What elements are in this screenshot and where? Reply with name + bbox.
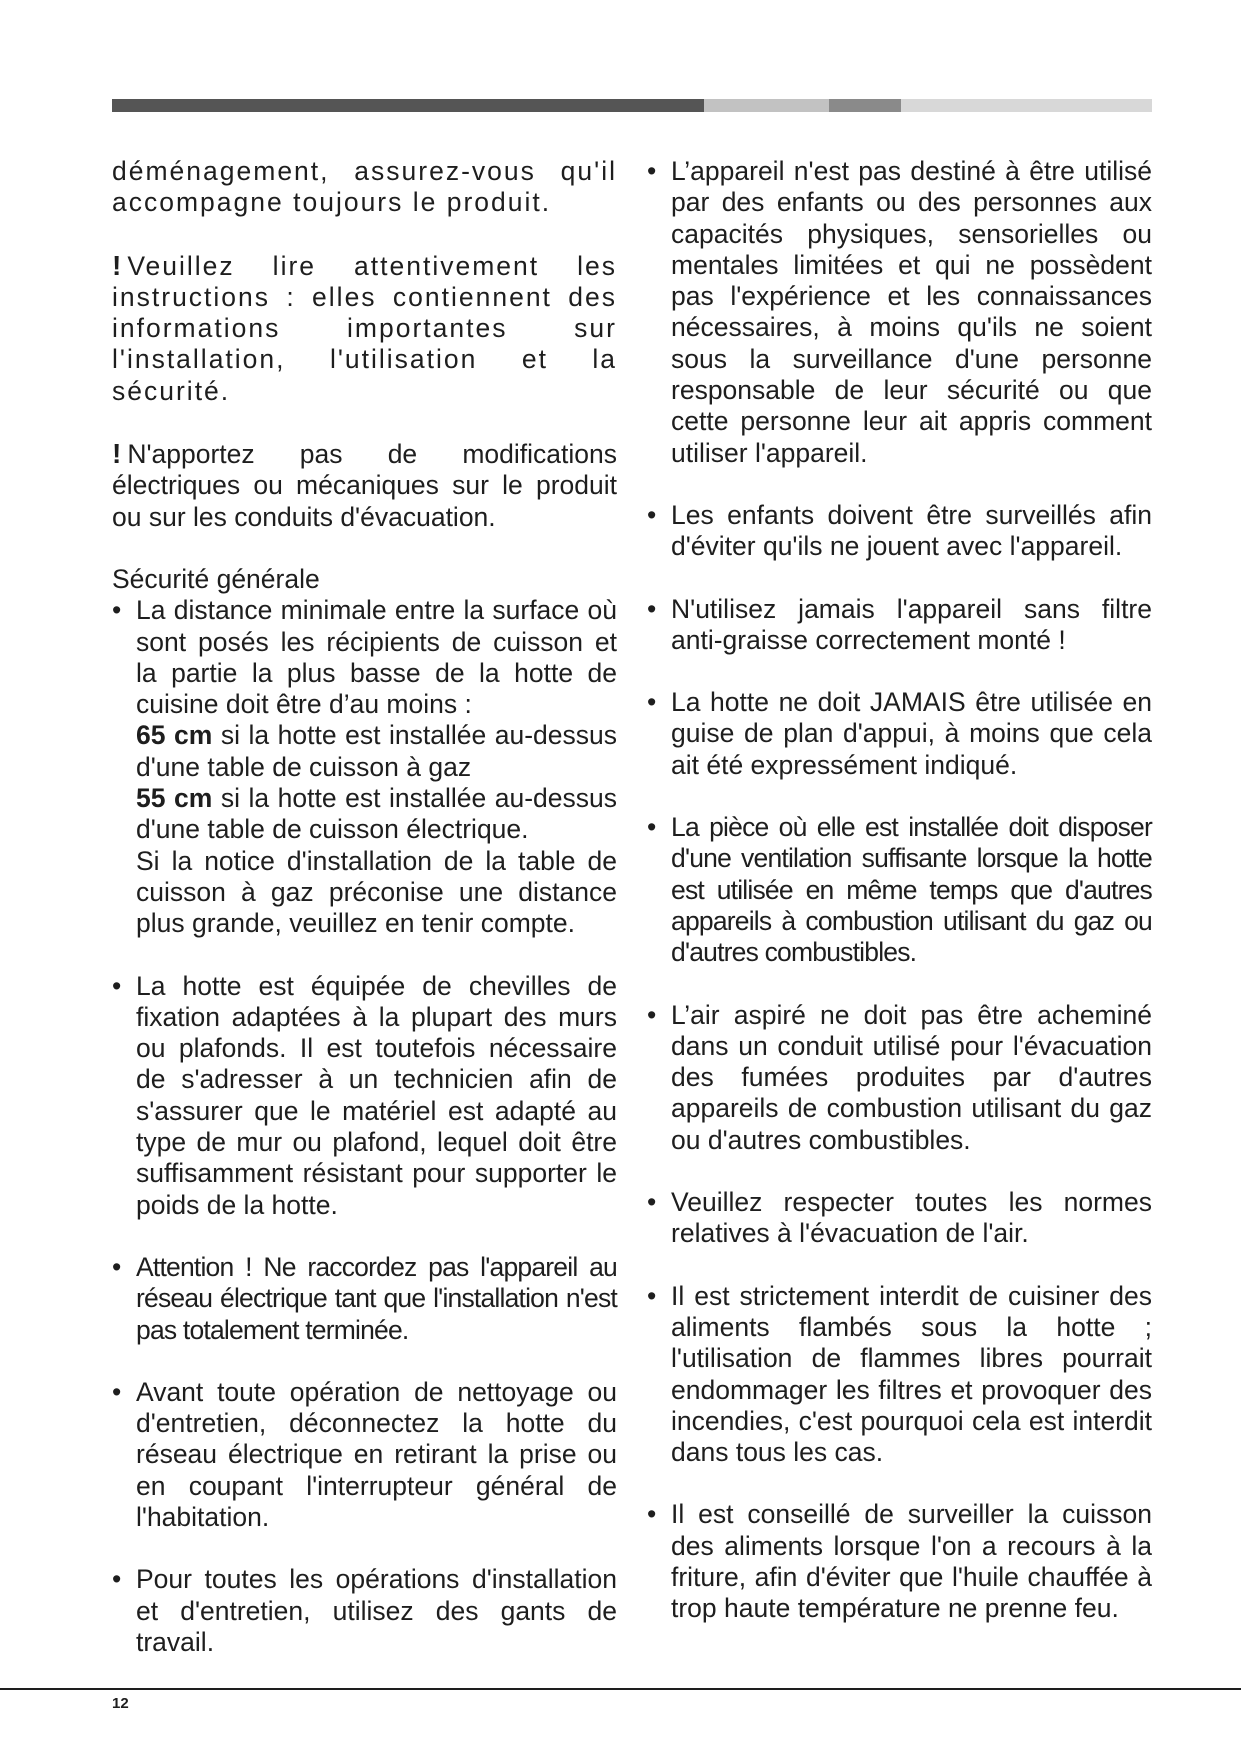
list-item: • La hotte ne doit JAMAIS être utilisée en guise de plan d'appui, à moins que cela ait été expressément indiqué.	[647, 687, 1152, 781]
gas-distance-text: si la hotte est installée au-dessus d'une table de cuisson à gaz	[136, 720, 618, 782]
electric-distance	[136, 783, 617, 846]
left-column	[112, 156, 617, 1658]
warning-text: Veuillez lire attentivement les instructions : elles contiennent des informations importantes sur l'installation, l'utilisation et la sécurité.	[112, 250, 617, 406]
list-item: • N'utilisez jamais l'appareil sans filtre anti-graisse correctement monté !	[647, 594, 1152, 657]
list-item	[112, 595, 617, 939]
header-bar-segment	[829, 99, 901, 112]
list-item: • Avant toute opération de nettoyage ou d'entretien, déconnectez la hotte du réseau électrique en retirant la prise ou en coupant l'interrupteur général de l'habitation.	[112, 1377, 617, 1533]
list-item: • Il est strictement interdit de cuisiner des aliments flambés sous la hotte ; l'utilisation de flammes libres pourrait endommager les filtres et provoquer des incendies, c'est pourquoi cela est interdit dans tous les cas.	[647, 1281, 1152, 1469]
header-bar-segment	[704, 99, 829, 112]
warning-mark-icon: !	[112, 249, 122, 281]
list-item: • La pièce où elle est installée doit disposer d'une ventilation suffisante lorsque la hotte est utilisée en même temps que d'autres appareils à combustion utilisant du gaz ou d'autres combustibles.	[647, 812, 1152, 968]
warning-text: N'apportez pas de modifications électriques ou mécaniques sur le produit ou sur les conduits d'évacuation.	[112, 439, 617, 532]
intro-paragraph: déménagement, assurez-vous qu'il accompagne toujours le produit.	[112, 156, 617, 218]
list-item: • L’appareil n'est pas destiné à être utilisé par des enfants ou des personnes aux capacités physiques, sensorielles ou mentales limitées et qui ne possèdent pas l'expérience et les connaissances nécessaires, à moins qu'ils ne soient sous la surveillance d'une personne responsable de leur sécurité ou que cette personne leur ait appris comment utiliser l'appareil.	[647, 156, 1152, 469]
warning-paragraph	[112, 438, 617, 533]
right-column	[647, 156, 1152, 1625]
list-item: • Veuillez respecter toutes les normes relatives à l'évacuation de l'air.	[647, 1187, 1152, 1250]
list-item: • Pour toutes les opérations d'installation et d'entretien, utilisez des gants de travail.	[112, 1564, 617, 1658]
list-item: • L’air aspiré ne doit pas être acheminé dans un conduit utilisé pour l'évacuation des fumées produites par d'autres appareils de combustion utilisant du gaz ou d'autres combustibles.	[647, 1000, 1152, 1156]
distance-note: Si la notice d'installation de la table de cuisson à gaz préconise une distance plus grande, veuillez en tenir compte.	[136, 845, 617, 939]
list-item: • Les enfants doivent être surveillés afin d'éviter qu'ils ne jouent avec l'appareil.	[647, 500, 1152, 563]
list-item: • Attention ! Ne raccordez pas l'appareil au réseau électrique tant que l'installation n'est pas totalement terminée.	[112, 1252, 617, 1346]
footer-rule	[0, 1688, 1241, 1690]
gas-distance	[136, 720, 617, 783]
page-number: 12	[112, 1695, 129, 1712]
electric-distance-value: 55 cm	[136, 783, 213, 814]
warning-mark-icon: !	[112, 438, 122, 470]
section-title: Sécurité générale	[112, 563, 320, 594]
safety-list	[112, 595, 617, 1658]
electric-distance-text: si la hotte est installée au-dessus d'une table de cuisson électrique.	[136, 783, 618, 845]
header-bar-segment	[901, 99, 1152, 112]
distance-text: • La distance minimale entre la surface où sont posés les récipients de cuisson et la partie la plus basse de la hotte de cuisine doit être d’au moins :	[136, 595, 617, 720]
header-color-bar	[112, 99, 1152, 112]
list-item: • La hotte est équipée de chevilles de fixation adaptées à la plupart des murs ou plafonds. Il est toutefois nécessaire de s'adresser à un technicien afin de s'assurer que le matériel est adapté au type de mur ou plafond, lequel doit être suffisamment résistant pour supporter le poids de la hotte.	[112, 971, 617, 1221]
warning-paragraph	[112, 250, 617, 407]
safety-list	[647, 156, 1152, 1625]
gas-distance-value: 65 cm	[136, 720, 213, 751]
list-item: • Il est conseillé de surveiller la cuisson des aliments lorsque l'on a recours à la friture, afin d'éviter que l'huile chauffée à trop haute température ne prenne feu.	[647, 1499, 1152, 1624]
header-bar-segment	[112, 99, 704, 112]
